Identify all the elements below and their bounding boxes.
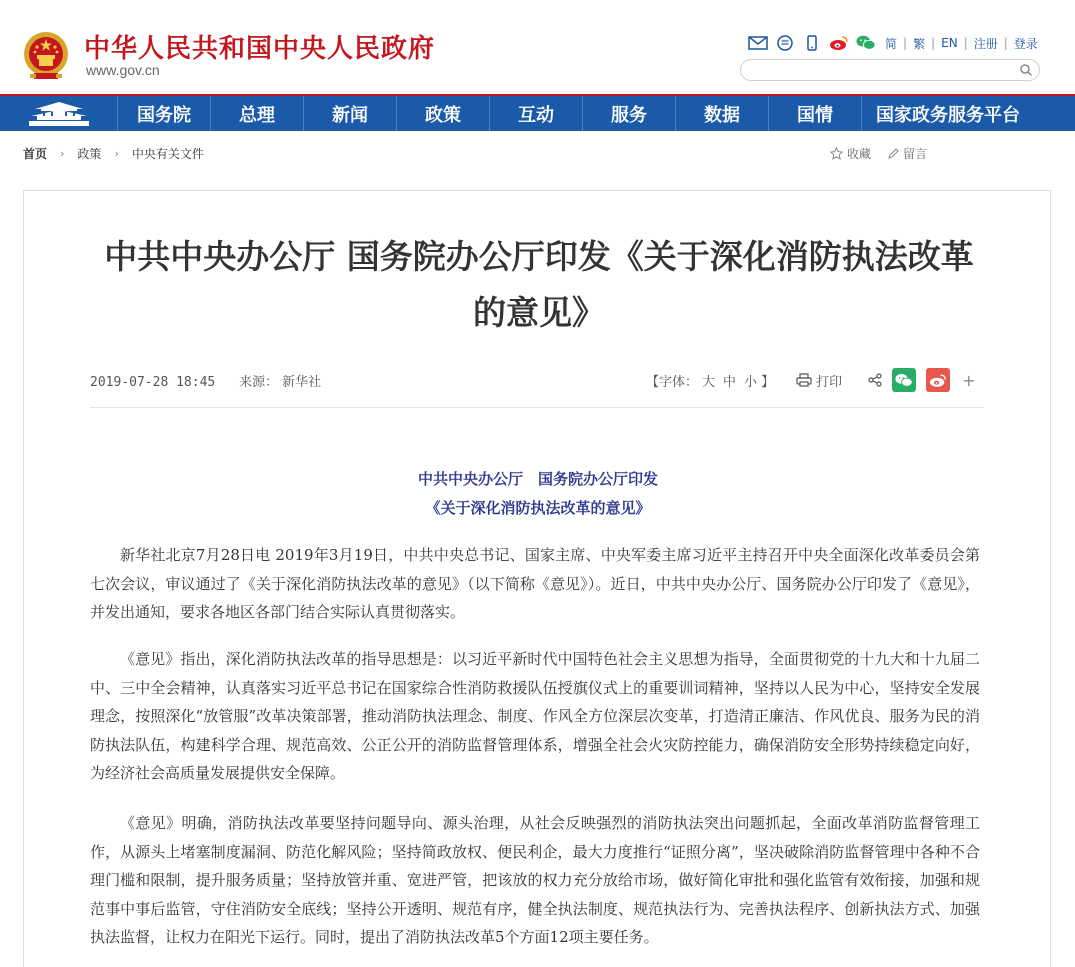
- article-paragraph: 新华社北京7月28日电 2019年3月19日，中共中央总书记、国家主席、中央军委主席习近平主持召开中央全面深化改革委员会第七次会议，审议通过了《关于深化消防执法改革的意见》（以下简称《意见》）。近日，中共中央办公厅、国务院办公厅印发了《意见》，并发出通知，要求各地区各部门结合实际认真贯彻落实。: [90, 546, 980, 621]
- font-size-control: [646, 371, 774, 390]
- more-share-icon[interactable]: +: [962, 370, 976, 390]
- source-label: 来源：: [239, 375, 279, 390]
- mail-icon[interactable]: [748, 34, 768, 52]
- nav-item-policy[interactable]: 政策: [397, 96, 490, 131]
- english-link[interactable]: EN: [941, 36, 958, 50]
- separator: |: [931, 36, 936, 50]
- separator: |: [963, 36, 968, 50]
- site-domain: www.gov.cn: [86, 62, 160, 78]
- nav-home[interactable]: [0, 96, 118, 131]
- nav-item-gov-service-platform[interactable]: 国家政务服务平台: [876, 104, 1020, 126]
- wechat-icon: [895, 373, 913, 388]
- breadcrumb-policy[interactable]: 政策: [77, 147, 102, 161]
- article-tools: [646, 368, 976, 392]
- share-weibo-button[interactable]: [926, 368, 950, 392]
- nav-item-state-council[interactable]: 国务院: [118, 96, 211, 131]
- article-paragraph: 《意见》明确，消防执法改革要坚持问题导向、源头治理，从社会反映强烈的消防执法突出问题抓起，全面改革消防监督管理工作，从源头上堵塞制度漏洞、防范化解风险；坚持简政放权、便民利企，最大力度推行“证照分离”，坚决破除消防监督管理中各种不合理门槛和限制，提升服务质量；坚持放管并重、宽进严管，把该放的权力充分放给市场，做好简化审批和强化监管有效衔接，加强和规范事中事后监管，守住消防安全底线；坚持公开透明、规范有序，健全执法制度、规范执法行为、完善执法程序、创新执法方式、加强执法监督，让权力在阳光下运行。同时，提出了消防执法改革5个方面12项主要任务。: [90, 814, 980, 946]
- share-wechat-button[interactable]: [892, 368, 916, 392]
- separator: |: [903, 36, 908, 50]
- favorite-button[interactable]: [830, 145, 871, 162]
- breadcrumb-home[interactable]: 首页: [23, 147, 48, 161]
- search-box: [740, 59, 1040, 81]
- article-source: 新华社: [282, 375, 322, 390]
- breadcrumb: [23, 145, 204, 162]
- weibo-icon: [929, 373, 947, 388]
- main-nav: [0, 94, 1075, 131]
- nav-item-services[interactable]: 服务: [583, 96, 676, 131]
- tiananmen-icon: [27, 101, 91, 127]
- nav-item-data[interactable]: 数据: [676, 96, 769, 131]
- pencil-icon: [887, 148, 899, 160]
- article-container: [23, 190, 1051, 967]
- register-link[interactable]: 注册: [973, 36, 998, 51]
- message-button[interactable]: [887, 145, 927, 162]
- site-title[interactable]: 中华人民共和国中央人民政府: [84, 34, 436, 64]
- search-input[interactable]: [751, 61, 1021, 81]
- article-title: 中共中央办公厅 国务院办公厅印发《关于深化消防执法改革的意见》: [104, 237, 974, 332]
- article-subtitle-issuer: 中共中央办公厅 国务院办公厅印发: [417, 470, 658, 488]
- site-header: [0, 0, 1075, 94]
- nav-item-news[interactable]: 新闻: [304, 96, 397, 131]
- top-toolbar: [748, 33, 1038, 53]
- article-paragraph: 《意见》指出，深化消防执法改革的指导思想是：以习近平新时代中国特色社会主义思想为指导，全面贯彻党的十九大和十九届二中、三中全会精神，认真落实习近平总书记在国家综合性消防救援队伍授旗仪式上的重要训词精神，坚持以人民为中心，坚持安全发展理念，按照深化“放管服”改革决策部署，推动消防执法理念、制度、作风全方位深层次变革，打造清正廉洁、作风优良、服务为民的消防执法队伍，构建科学合理、规范高效、公正公开的消防监督管理体系，增强全社会火灾防控能力，确保消防安全形势持续稳定向好，为经济社会高质量发展提供安全保障。: [90, 650, 980, 782]
- share-icon[interactable]: [868, 373, 882, 387]
- simplified-link[interactable]: 简: [885, 36, 898, 51]
- chevron-right-icon: ›: [114, 147, 119, 160]
- font-label-open: 【字体：: [646, 374, 699, 390]
- breadcrumb-central-documents[interactable]: 中央有关文件: [131, 147, 204, 161]
- page-actions: [830, 145, 943, 162]
- article-meta: [90, 371, 321, 390]
- font-large-button[interactable]: 大: [702, 374, 716, 390]
- message-icon[interactable]: [775, 34, 795, 52]
- nav-item-interaction[interactable]: 互动: [490, 96, 583, 131]
- mobile-icon[interactable]: [802, 34, 822, 52]
- traditional-link[interactable]: 繁: [913, 36, 926, 51]
- wechat-icon[interactable]: [856, 34, 876, 52]
- article-subtitle-document: 《关于深化消防执法改革的意见》: [425, 499, 651, 517]
- font-medium-button[interactable]: 中: [723, 374, 737, 390]
- nav-item-premier[interactable]: 总理: [211, 96, 304, 131]
- print-label: 打印: [816, 374, 843, 390]
- favorite-label: 收藏: [847, 147, 872, 161]
- search-icon[interactable]: [1019, 63, 1033, 77]
- separator: |: [1003, 36, 1008, 50]
- chevron-right-icon: ›: [60, 147, 65, 160]
- print-button[interactable]: [796, 371, 842, 390]
- nav-item-national-conditions[interactable]: 国情: [769, 96, 862, 131]
- star-icon: [830, 147, 843, 160]
- article-datetime: 2019-07-28 18:45: [90, 375, 216, 390]
- font-label-close: 】: [761, 374, 775, 390]
- meta-divider: [90, 407, 984, 408]
- font-small-button[interactable]: 小: [744, 374, 758, 390]
- printer-icon: [796, 373, 812, 387]
- message-label: 留言: [903, 147, 928, 161]
- national-emblem-icon[interactable]: [22, 30, 70, 82]
- top-links: [885, 35, 1038, 52]
- login-link[interactable]: 登录: [1013, 36, 1038, 51]
- weibo-icon[interactable]: [829, 34, 849, 52]
